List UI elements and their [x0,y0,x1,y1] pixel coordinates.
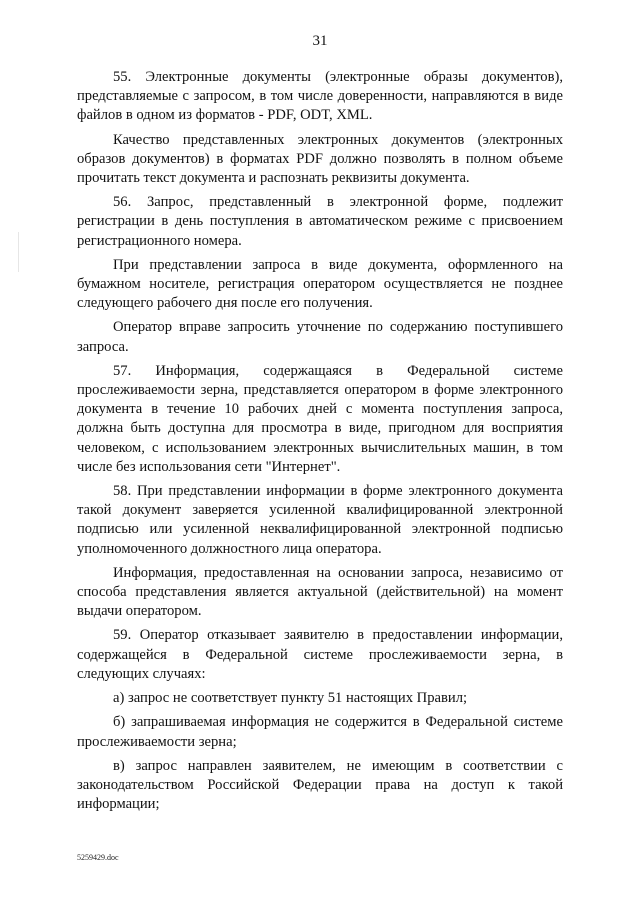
paragraph-56: 56. Запрос, представленный в электронной форме, подлежит регистрации в день поступления в автоматическом режиме с присвоением регистрационного номера. [77,194,563,249]
paragraph-57: 57. Информация, содержащаяся в Федеральной системе прослеживаемости зерна, представляется оператором в форме электронного документа в течение 10 рабочих дней с момента поступления запроса, должна быть доступна для просмотра в виде, пригодном для восприятия человеком, с использованием электронных вычислительных машин, в том числе без использования сети "Интернет". [77,362,563,475]
paragraph-58: 58. При представлении информации в форме электронного документа такой документ заверяется усиленной квалифицированной электронной подписью или усиленной неквалифицированной электронной подписью уполномоченного должностного лица оператора. [77,483,563,557]
footer-filename: 5259429.doc [77,853,119,862]
page-number: 31 [312,33,328,49]
paragraph-59: 59. Оператор отказывает заявителю в предоставлении информации, содержащейся в Федеральной системе прослеживаемости зерна, в следующих случаях: [77,627,563,682]
list-item-b: б) запрашиваемая информация не содержится в Федеральной системе прослеживаемости зерна; [77,714,563,750]
list-item-a: а) запрос не соответствует пункту 51 настоящих Правил; [113,690,468,707]
margin-mark [18,232,19,272]
paragraph-clarification: Оператор вправе запросить уточнение по содержанию поступившего запроса. [77,319,563,355]
paragraph-55: 55. Электронные документы (электронные образы документов), представляемые с запросом, в том числе доверенности, направляются в виде файлов в одном из форматов - PDF, ODT, XML. [77,69,563,124]
paragraph-quality: Качество представленных электронных документов (электронных образов документов) в форматах PDF должно позволять в полном объеме прочитать текст документа и распознать реквизиты документа. [77,131,563,187]
document-body [77,68,563,814]
paragraph-info-actual: Информация, предоставленная на основании запроса, независимо от способа представления является актуальной (действительной) на момент выдачи оператором. [77,564,563,620]
list-item-v: в) запрос направлен заявителем, не имеющим в соответствии с законодательством Российской Федерации права на доступ к такой информации; [77,757,563,813]
paragraph-paper-registration: При представлении запроса в виде документа, оформленного на бумажном носителе, регистрация оператором осуществляется не позднее следующего рабочего дня после его получения. [77,256,563,312]
